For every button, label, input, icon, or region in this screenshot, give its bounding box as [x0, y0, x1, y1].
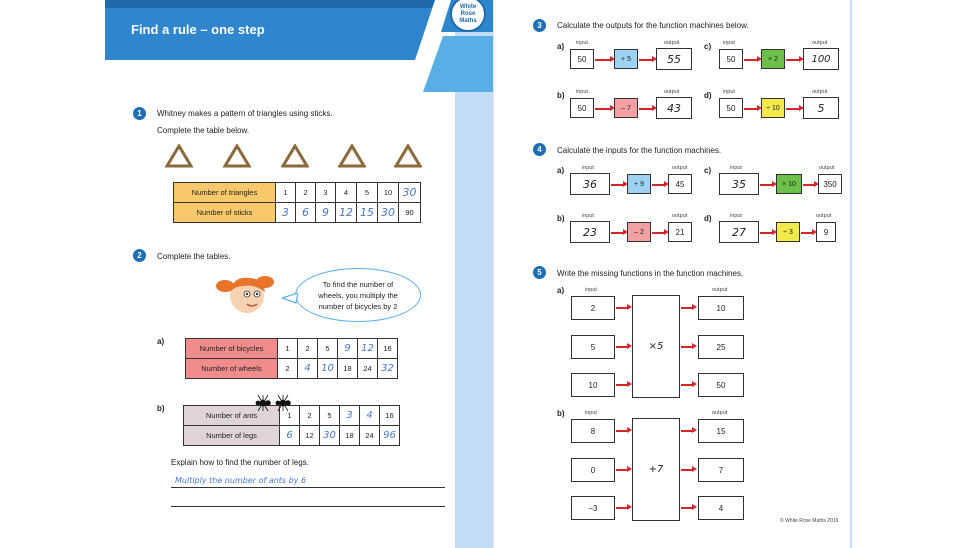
input-box: 8	[571, 419, 615, 443]
cell-answer[interactable]: 96	[380, 426, 400, 446]
function-box: ÷ 10	[761, 98, 785, 118]
q1-table	[173, 182, 421, 223]
input-box: –3	[571, 496, 615, 520]
arrow-icon	[616, 430, 628, 432]
function-box[interactable]: +7	[632, 418, 680, 521]
speech-bubble	[295, 268, 421, 322]
cell: 16	[380, 406, 400, 426]
arrow-icon	[616, 507, 628, 509]
function-box: – 7	[614, 98, 638, 118]
answer-line-1	[171, 487, 445, 488]
arrow-icon	[681, 469, 693, 471]
cell: 1	[278, 339, 298, 359]
q4-text: Calculate the inputs for the function machines.	[557, 146, 722, 155]
arrow-icon	[616, 469, 628, 471]
q3-text: Calculate the outputs for the function machines below.	[557, 21, 749, 30]
left-page	[105, 0, 493, 548]
q5b-label: b)	[557, 409, 565, 418]
arrow-icon	[760, 184, 773, 186]
logo-line-2: Rose	[460, 10, 476, 17]
output-box: 50	[698, 373, 744, 397]
output-box: 15	[698, 419, 744, 443]
cell: 2	[298, 339, 318, 359]
row-label: Number of legs	[184, 426, 280, 446]
function-box: × 10	[776, 174, 802, 194]
q5-badge: 5	[533, 266, 546, 279]
input-label: input	[576, 40, 588, 46]
cell-answer[interactable]: 9	[316, 203, 336, 223]
arrow-icon	[786, 59, 800, 61]
q1-text-1: Whitney makes a pattern of triangles using sticks.	[157, 109, 333, 118]
triangle-icon	[338, 144, 366, 168]
cell-answer[interactable]: 4	[298, 359, 318, 379]
q4a-label: a)	[557, 166, 565, 175]
cell-answer[interactable]: 3	[276, 203, 296, 223]
arrow-icon	[652, 232, 665, 234]
cell-answer[interactable]: 32	[378, 359, 398, 379]
row-label: Number of ants	[184, 406, 280, 426]
arrow-icon	[760, 232, 773, 234]
arrow-icon	[681, 307, 693, 309]
input-box: 0	[571, 458, 615, 482]
cell-answer[interactable]: 10	[318, 359, 338, 379]
q2a-table	[185, 338, 398, 379]
page-title: Find a rule – one step	[131, 22, 265, 37]
output-box[interactable]: 100	[803, 48, 839, 70]
q2-answer[interactable]: Multiply the number of ants by 6	[175, 476, 307, 485]
input-box: 2	[571, 296, 615, 320]
right-page	[493, 0, 853, 548]
arrow-icon	[801, 232, 813, 234]
arrow-icon	[681, 430, 693, 432]
q1-row1-label: Number of triangles	[174, 183, 276, 203]
cell: 12	[300, 426, 320, 446]
arrow-icon	[681, 384, 693, 386]
logo-line-3: Maths	[459, 17, 477, 24]
input-label: input	[585, 287, 597, 293]
input-box: 50	[719, 98, 743, 118]
input-label: input	[582, 165, 594, 171]
output-label: output	[672, 165, 688, 171]
output-label: output	[812, 40, 828, 46]
input-box: 5	[571, 335, 615, 359]
output-label: output	[672, 213, 688, 219]
function-box[interactable]: ×5	[632, 295, 680, 398]
input-label: input	[576, 89, 588, 95]
cell: 2	[278, 359, 298, 379]
speech-text: To find the number of wheels, you multiply the number of bicycles by 2	[318, 279, 398, 311]
input-label: input	[582, 213, 594, 219]
arrow-icon	[639, 108, 653, 110]
copyright: © White Rose Maths 2019	[780, 518, 839, 524]
cell: 5	[357, 183, 378, 203]
input-label: input	[723, 40, 735, 46]
cell: 90	[399, 203, 421, 223]
q3-badge: 3	[533, 19, 546, 32]
output-label: output	[812, 89, 828, 95]
q2-badge: 2	[133, 249, 146, 262]
arrow-icon	[616, 307, 628, 309]
cell: 18	[338, 359, 358, 379]
function-box: ÷ 3	[776, 222, 800, 242]
cell-answer[interactable]: 9	[338, 339, 358, 359]
cell: 3	[316, 183, 336, 203]
arrow-icon	[611, 232, 624, 234]
ant-icon	[253, 394, 293, 412]
q2b-label: b)	[157, 404, 165, 413]
output-box: 45	[668, 174, 692, 194]
speech-tail	[282, 292, 298, 304]
output-label: output	[664, 40, 680, 46]
cell-answer[interactable]: 12	[336, 203, 357, 223]
q4c-label: c)	[704, 166, 712, 175]
q1-row2-label: Number of sticks	[174, 203, 276, 223]
output-label: output	[816, 213, 832, 219]
output-box[interactable]: 43	[656, 97, 692, 119]
answer-line-2	[171, 506, 445, 507]
output-label: output	[664, 89, 680, 95]
arrow-icon	[681, 346, 693, 348]
input-box[interactable]: 23	[570, 221, 610, 243]
output-box: 350	[818, 174, 842, 194]
arrow-icon	[611, 184, 624, 186]
input-box: 50	[570, 98, 594, 118]
arrow-icon	[803, 184, 815, 186]
triangle-icon	[394, 144, 422, 168]
cell: 5	[318, 339, 338, 359]
cell-answer[interactable]: 3	[340, 406, 360, 426]
q2-explain: Explain how to find the number of legs.	[171, 458, 309, 467]
q3a-label: a)	[557, 42, 565, 51]
cell-answer[interactable]: 4	[360, 406, 380, 426]
output-box: 9	[816, 222, 836, 242]
logo-line-1: White	[459, 3, 477, 10]
cell: 2	[296, 183, 316, 203]
arrow-icon	[786, 108, 800, 110]
triangle-icon	[165, 144, 193, 168]
input-box: 50	[719, 49, 743, 69]
output-box[interactable]: 5	[803, 97, 839, 119]
cell-answer[interactable]: 15	[357, 203, 378, 223]
cell: 5	[320, 406, 340, 426]
q2a-label: a)	[157, 337, 165, 346]
function-box: × 2	[761, 49, 785, 69]
input-label: input	[730, 213, 742, 219]
output-label: output	[712, 287, 728, 293]
input-box[interactable]: 36	[570, 173, 610, 195]
arrow-icon	[681, 507, 693, 509]
q3d-label: d)	[704, 91, 712, 100]
cell: 1	[280, 406, 300, 426]
row-label: Number of wheels	[186, 359, 278, 379]
output-box: 4	[698, 496, 744, 520]
cell: 16	[378, 339, 398, 359]
cell-answer[interactable]: 30	[378, 203, 399, 223]
cell-answer[interactable]: 6	[280, 426, 300, 446]
output-box: 25	[698, 335, 744, 359]
arrow-icon	[744, 59, 758, 61]
arrow-icon	[616, 346, 628, 348]
cell: 24	[360, 426, 380, 446]
right-edge-line	[850, 0, 852, 548]
arrow-icon	[744, 108, 758, 110]
output-box[interactable]: 55	[656, 48, 692, 70]
cell-answer[interactable]: 6	[296, 203, 316, 223]
arrow-icon	[595, 108, 611, 110]
q2-text: Complete the tables.	[157, 252, 231, 261]
q1-text-2: Complete the table below.	[157, 126, 250, 135]
input-label: input	[730, 165, 742, 171]
arrow-icon	[595, 59, 611, 61]
output-box: 10	[698, 296, 744, 320]
q3c-label: c)	[704, 42, 712, 51]
q4b-label: b)	[557, 214, 565, 223]
cell: 18	[340, 426, 360, 446]
q5-text: Write the missing functions in the function machines.	[557, 269, 744, 278]
q1-badge: 1	[133, 107, 146, 120]
row-label: Number of bicycles	[186, 339, 278, 359]
cell-answer[interactable]: 30	[399, 183, 421, 203]
cell: 1	[276, 183, 296, 203]
girl-character-icon	[213, 270, 277, 318]
input-label: input	[723, 89, 735, 95]
output-label: output	[819, 165, 835, 171]
cell-answer[interactable]: 30	[320, 426, 340, 446]
arrow-icon	[616, 384, 628, 386]
input-box[interactable]: 35	[719, 173, 759, 195]
output-box: 7	[698, 458, 744, 482]
triangle-icon	[281, 144, 309, 168]
output-box: 21	[668, 222, 692, 242]
input-box[interactable]: 27	[719, 221, 759, 243]
cell: 2	[300, 406, 320, 426]
output-label: output	[712, 410, 728, 416]
triangle-icon	[223, 144, 251, 168]
cell: 10	[378, 183, 399, 203]
function-box: + 5	[614, 49, 638, 69]
input-label: input	[585, 410, 597, 416]
arrow-icon	[639, 59, 653, 61]
function-box: – 2	[627, 222, 651, 242]
cell: 24	[358, 359, 378, 379]
q3b-label: b)	[557, 91, 565, 100]
triangle-pattern	[165, 144, 425, 172]
q4d-label: d)	[704, 214, 712, 223]
function-box: + 9	[627, 174, 651, 194]
cell: 4	[336, 183, 357, 203]
arrow-icon	[652, 184, 665, 186]
q5a-label: a)	[557, 286, 565, 295]
q4-badge: 4	[533, 143, 546, 156]
input-box: 10	[571, 373, 615, 397]
input-box: 50	[570, 49, 594, 69]
cell-answer[interactable]: 12	[358, 339, 378, 359]
